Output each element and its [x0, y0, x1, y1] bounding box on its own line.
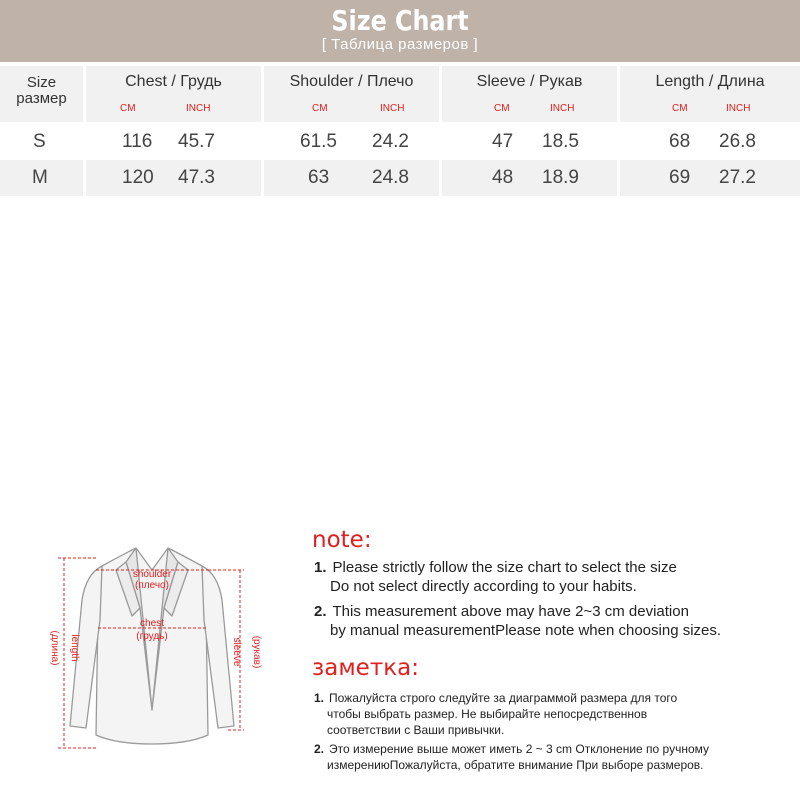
- sleeve-cm-value: 47: [492, 131, 514, 152]
- column-divider: [617, 160, 620, 196]
- table-row: [0, 122, 800, 160]
- note-title: note:: [312, 527, 372, 553]
- shoulder-inch-value: 24.2: [372, 131, 409, 152]
- note-item: [314, 602, 721, 640]
- table-row: [0, 160, 800, 196]
- shoulder-label: shoulder: [132, 569, 172, 580]
- note-item-ru: [314, 690, 677, 738]
- note-number: 1.: [314, 691, 325, 705]
- column-header-length: [620, 66, 800, 122]
- column-divider: [83, 160, 86, 196]
- note-title-ru: заметка:: [312, 655, 419, 681]
- note-number: 2.: [314, 742, 325, 756]
- column-header-sleeve: [442, 66, 617, 122]
- column-label: Sleeve / Рукав: [476, 73, 583, 90]
- note-text: This measurement above may have 2~3 cm deviation: [332, 603, 689, 620]
- garment-measurement-diagram: [28, 530, 273, 760]
- note-number: 2.: [314, 603, 327, 620]
- size-header-cell: [0, 66, 83, 122]
- unit-cm-label: CM: [312, 103, 328, 114]
- note-item: [314, 558, 677, 596]
- column-label: Chest / Грудь: [125, 73, 222, 90]
- note-text: Пожалуйста строго следуйте за диаграммой размера для того: [329, 691, 678, 705]
- sleeve-label: sleeve: [231, 637, 242, 667]
- note-text: Do not select directly according to your habits.: [330, 578, 637, 595]
- unit-inch-label: INCH: [550, 103, 575, 114]
- column-divider: [261, 160, 264, 196]
- column-header-shoulder: [264, 66, 439, 122]
- length-cm-value: 69: [669, 167, 691, 188]
- chest-label-ru: (грудь): [136, 631, 168, 642]
- chest-cm-value: 120: [122, 167, 154, 188]
- unit-inch-label: INCH: [186, 103, 211, 114]
- column-label: Shoulder / Плечо: [289, 73, 414, 90]
- sleeve-cm-value: 48: [492, 167, 514, 188]
- page-subtitle: [ Таблица размеров ]: [321, 36, 479, 53]
- sleeve-inch-value: 18.9: [542, 167, 579, 188]
- note-text: измерениюПожалуйста, обратите внимание При выборе размеров.: [327, 758, 704, 772]
- unit-inch-label: INCH: [380, 103, 405, 114]
- unit-cm-label: CM: [672, 103, 688, 114]
- shoulder-inch-value: 24.8: [372, 167, 409, 188]
- size-label: M: [32, 167, 48, 188]
- note-item-ru: [314, 741, 709, 773]
- column-header-chest: [86, 66, 261, 122]
- unit-cm-label: CM: [120, 103, 136, 114]
- size-header-label: Size: [26, 74, 57, 91]
- length-cm-value: 68: [669, 131, 691, 152]
- shoulder-cm-value: 61.5: [300, 131, 337, 152]
- chest-inch-value: 45.7: [178, 131, 215, 152]
- length-inch-value: 27.2: [719, 167, 756, 188]
- chest-label: chest: [140, 618, 164, 629]
- shoulder-cm-value: 63: [308, 167, 330, 188]
- note-text: Please strictly follow the size chart to select the size: [332, 559, 677, 576]
- chest-cm-value: 116: [122, 131, 153, 152]
- shoulder-label-ru: (плечо): [135, 580, 169, 591]
- note-text: by manual measurementPlease note when choosing sizes.: [330, 622, 722, 639]
- note-number: 1.: [314, 559, 327, 576]
- chest-inch-value: 47.3: [178, 167, 215, 188]
- column-divider: [439, 160, 442, 196]
- note-text: чтобы выбрать размер. Не выбирайте непосредственнов: [327, 707, 648, 721]
- length-inch-value: 26.8: [719, 131, 756, 152]
- unit-inch-label: INCH: [726, 103, 751, 114]
- length-label: length: [69, 634, 80, 662]
- note-text: Это измерение выше может иметь 2 ~ 3 cm Отклонение по ручному: [329, 742, 710, 756]
- unit-cm-label: CM: [494, 103, 510, 114]
- column-label: Length / Длина: [655, 73, 765, 90]
- sleeve-inch-value: 18.5: [542, 131, 579, 152]
- size-header-label-ru: размер: [16, 90, 67, 107]
- page-title: Size Chart: [331, 4, 469, 37]
- size-label: S: [33, 131, 46, 152]
- length-label-ru: (длина): [49, 630, 60, 666]
- sleeve-label-ru: (рукав): [251, 635, 262, 669]
- note-text: соответствии с Ваши привычки.: [327, 723, 505, 737]
- size-chart-header: [0, 0, 800, 62]
